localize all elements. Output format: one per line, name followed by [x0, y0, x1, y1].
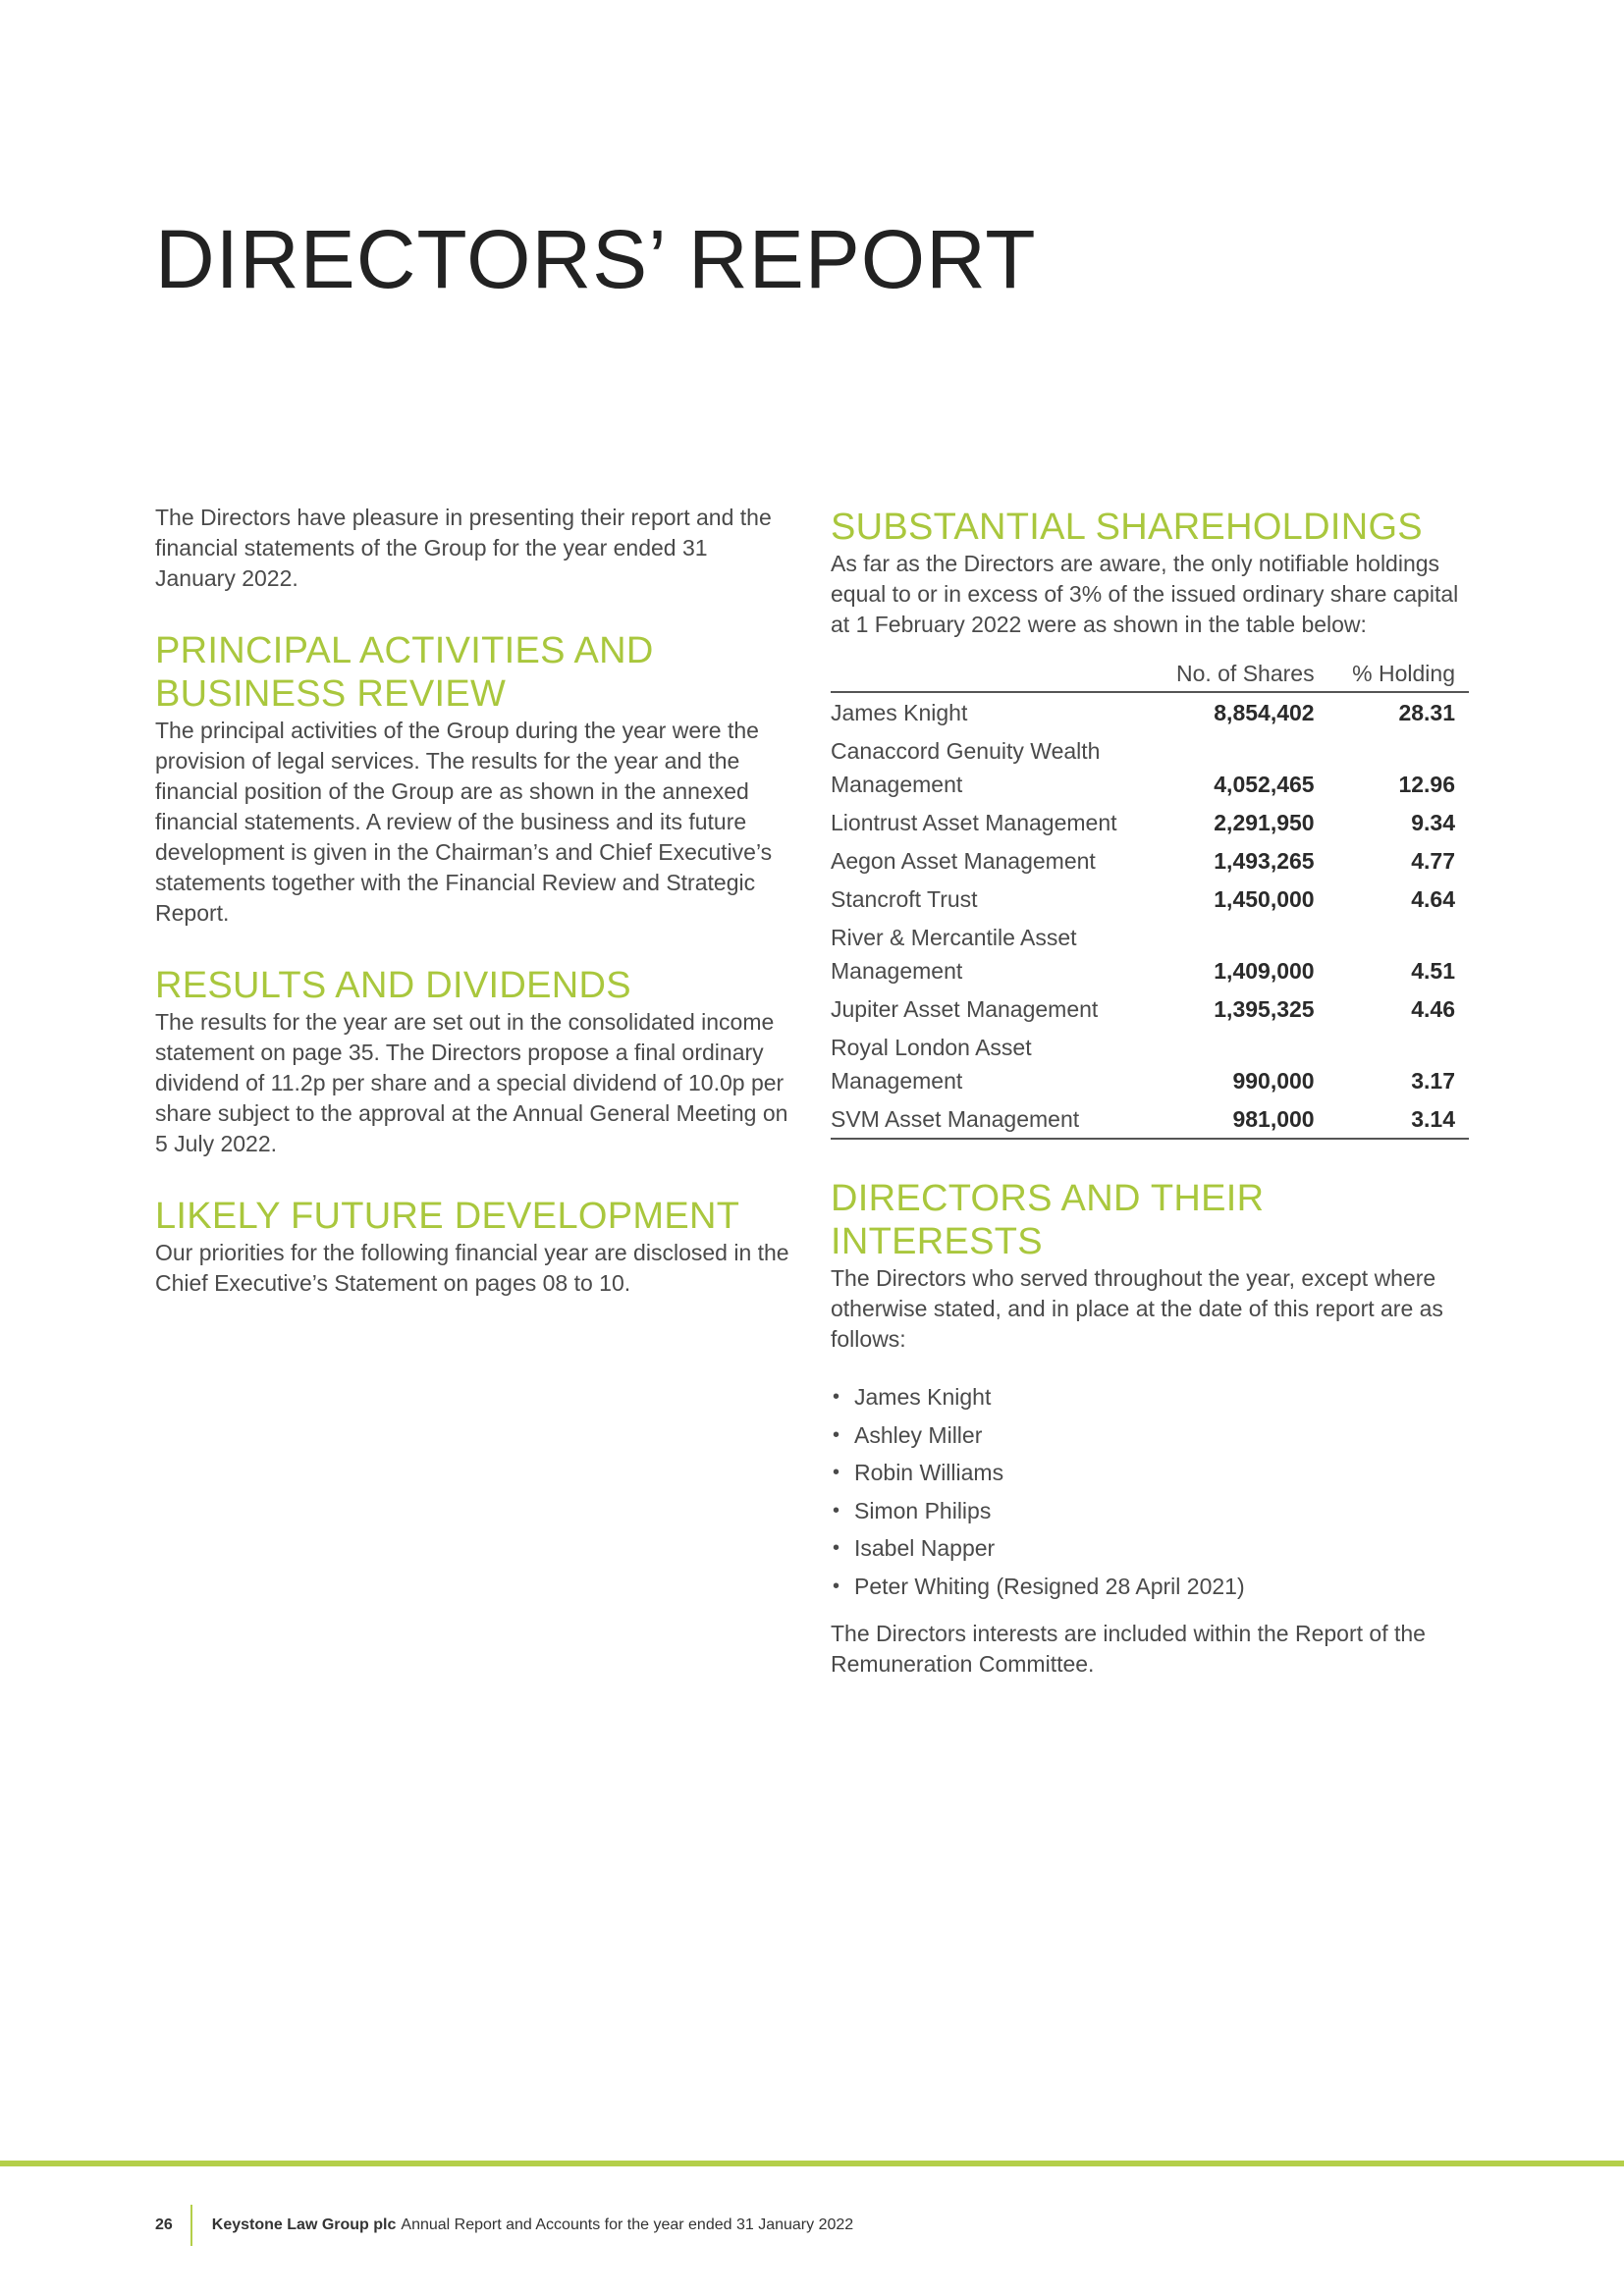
list-item [831, 1378, 1469, 1416]
shareholder-shares: 990,000 [1232, 1068, 1315, 1094]
results-dividends-heading: RESULTS AND DIVIDENDS [155, 965, 631, 1006]
table-row [831, 989, 1469, 1028]
right-column [831, 503, 1469, 1680]
shareholder-shares: 1,395,325 [1214, 996, 1315, 1022]
table-row [831, 880, 1469, 918]
list-item [831, 1529, 1469, 1568]
director-name: Peter Whiting (Resigned 28 April 2021) [854, 1573, 1245, 1599]
shareholder-shares: 981,000 [1145, 1099, 1328, 1139]
shareholder-holding: 3.14 [1328, 1099, 1469, 1139]
shareholder-holding: 4.64 [1411, 886, 1455, 912]
shareholder-shares: 2,291,950 [1214, 810, 1315, 835]
shareholder-name: James Knight [831, 700, 968, 725]
list-item [831, 1454, 1469, 1492]
bullet-icon: • [833, 1537, 840, 1559]
shareholdings-table-body [831, 692, 1469, 1139]
table-row [831, 1099, 1469, 1139]
shareholder-holding: 3.17 [1411, 1068, 1455, 1094]
shareholdings-table [831, 660, 1469, 1140]
future-development-body: Our priorities for the following financial year are disclosed in the Chief Executive’s Statement on pages 08 to 10. [155, 1240, 789, 1296]
shareholder-name: Canaccord Genuity Wealth Management [831, 738, 1101, 797]
shareholder-name: Stancroft Trust [831, 886, 978, 912]
results-dividends-body: The results for the year are set out in the consolidated income statement on page 35. The Directors propose a final ordinary dividend of 11.2p per share and a special dividend of 10.0p per share subject to the approval at the Annual General Meeting on 5 July 2022. [155, 1009, 788, 1156]
shareholder-name: Jupiter Asset Management [831, 996, 1099, 1022]
principal-heading-line1: PRINCIPAL ACTIVITIES AND [155, 630, 654, 671]
principal-activities-heading [155, 629, 793, 716]
bullet-icon: • [833, 1423, 840, 1446]
shareholdings-heading: SUBSTANTIAL SHAREHOLDINGS [831, 507, 1423, 548]
shareholder-shares: 4,052,465 [1214, 772, 1315, 797]
directors-interests-body: The Directors who served throughout the year, except where otherwise stated, and in place at the date of this report are as follows: [831, 1265, 1443, 1352]
shareholder-name: River & Mercantile Asset Management [831, 925, 1077, 984]
header-name [831, 660, 1145, 692]
bullet-icon: • [833, 1499, 840, 1522]
table-row [831, 841, 1469, 880]
list-item [831, 1568, 1469, 1606]
director-name: Robin Williams [854, 1460, 1004, 1485]
page-title: DIRECTORS’ REPORT [155, 213, 1037, 305]
future-development-heading: LIKELY FUTURE DEVELOPMENT [155, 1196, 740, 1237]
table-header-row [831, 660, 1469, 692]
directors-list [831, 1378, 1469, 1605]
bullet-icon: • [833, 1462, 840, 1483]
director-name: Ashley Miller [854, 1421, 983, 1448]
directors-interests-closing: The Directors interests are included within the Report of the Remuneration Committee. [831, 1621, 1426, 1677]
header-holding: % Holding [1328, 660, 1469, 692]
director-name: Simon Philips [854, 1497, 992, 1523]
shareholder-shares: 1,409,000 [1214, 958, 1315, 984]
directors-interests-heading: DIRECTORS AND THEIR INTERESTS [831, 1178, 1265, 1262]
shareholder-holding: 4.51 [1411, 958, 1455, 984]
shareholdings-body: As far as the Directors are aware, the only notifiable holdings equal to or in excess of 3% of the issued ordinary share capital at 1 February 2022 were as shown in the table below: [831, 551, 1459, 637]
director-name: Isabel Napper [854, 1535, 996, 1561]
intro-paragraph: The Directors have pleasure in presenting their report and the financial statements of the Group for the year ended 31 January 2022. [155, 505, 772, 591]
footer-separator [190, 2205, 192, 2246]
footer-company: Keystone Law Group plc [211, 2216, 397, 2233]
table-row [831, 692, 1469, 731]
footer-divider-line [0, 2161, 1624, 2166]
shareholder-holding: 4.77 [1411, 848, 1455, 874]
shareholder-shares: 8,854,402 [1214, 700, 1315, 725]
shareholder-holding: 4.46 [1411, 996, 1455, 1022]
shareholder-holding: 12.96 [1398, 772, 1455, 797]
page-number: 26 [155, 2216, 173, 2233]
shareholder-name: Liontrust Asset Management [831, 810, 1117, 835]
table-row [831, 731, 1469, 803]
list-item [831, 1492, 1469, 1530]
shareholder-shares: 1,493,265 [1214, 848, 1315, 874]
shareholder-holding: 9.34 [1411, 810, 1455, 835]
table-row [831, 918, 1469, 989]
shareholder-holding: 28.31 [1398, 700, 1455, 725]
principal-activities-body: The principal activities of the Group during the year were the provision of legal services. The results for the year and the financial position of the Group are as shown in the annexed financial statements. A review of the business and its future development is given in the Chairman’s and Chief Executive’s statements together with the Financial Review and Strategic Report. [155, 718, 773, 926]
shareholder-name: SVM Asset Management [831, 1099, 1145, 1139]
shareholder-shares: 1,450,000 [1214, 886, 1315, 912]
header-shares: No. of Shares [1145, 660, 1328, 692]
table-row [831, 1028, 1469, 1099]
footer-text: Annual Report and Accounts for the year ended 31 January 2022 [401, 2216, 854, 2233]
page-footer [155, 2205, 853, 2246]
bullet-icon: • [833, 1575, 840, 1597]
director-name: James Knight [854, 1384, 992, 1410]
left-column [155, 503, 793, 1299]
bullet-icon: • [833, 1386, 840, 1408]
list-item [831, 1416, 1469, 1455]
principal-heading-line2: BUSINESS REVIEW [155, 673, 507, 715]
shareholder-name: Royal London Asset Management [831, 1035, 1032, 1094]
table-row [831, 803, 1469, 841]
shareholder-name: Aegon Asset Management [831, 848, 1096, 874]
